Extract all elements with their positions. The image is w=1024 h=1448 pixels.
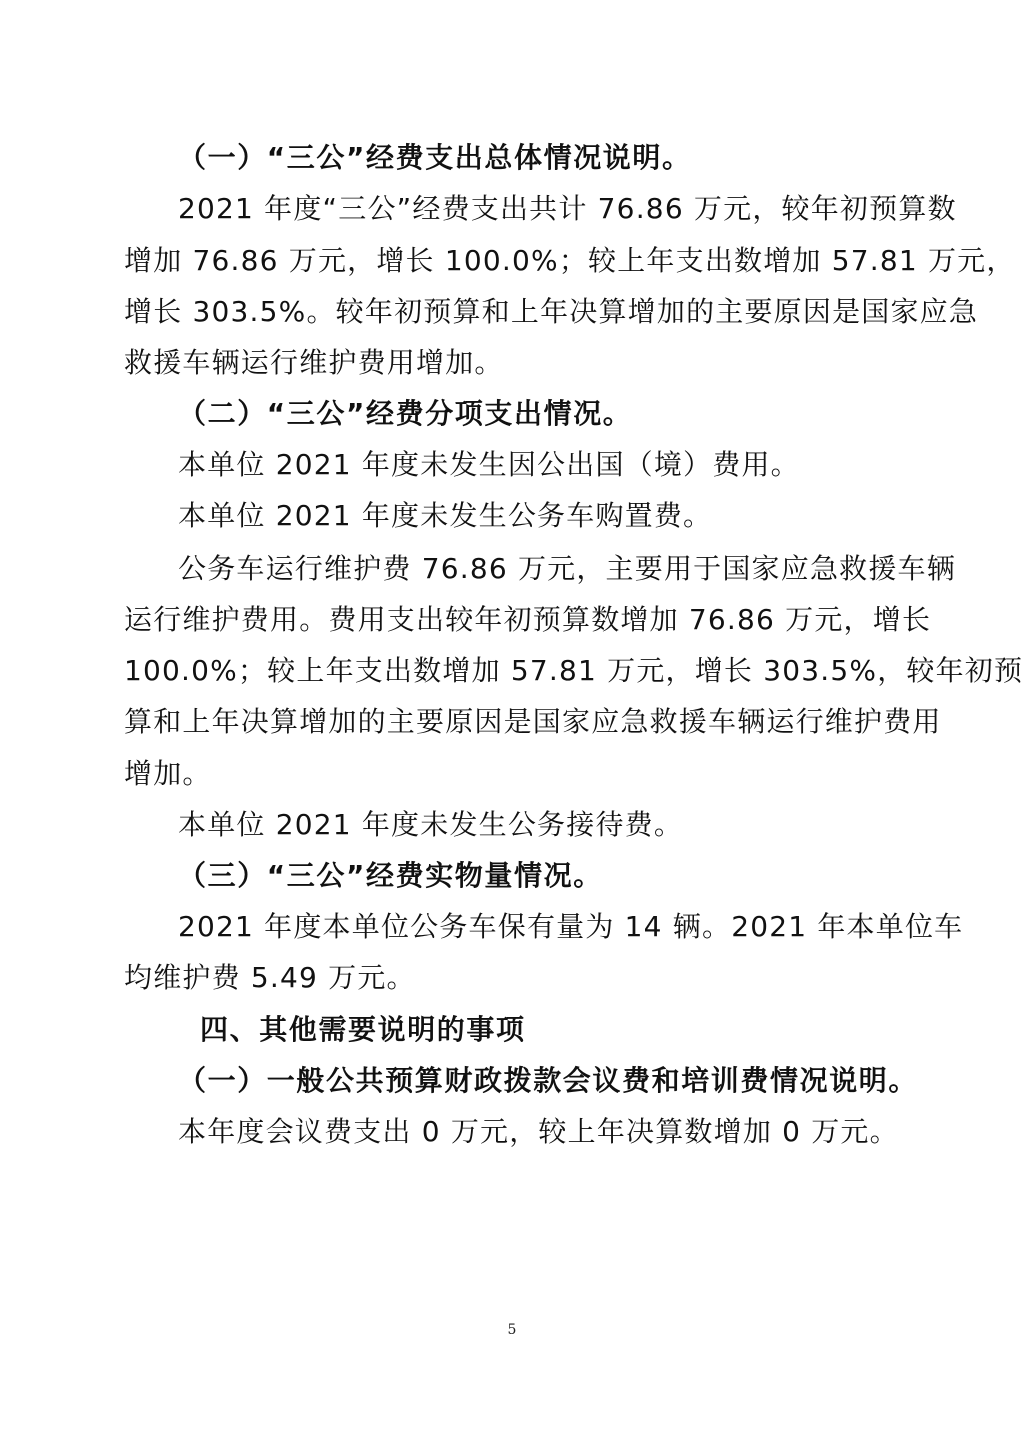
paragraph-meeting-fees: 本年度会议费支出 0 万元，较上年决算数增加 0 万元。 bbox=[178, 1115, 899, 1148]
paragraph-vehicle-purchase: 本单位 2021 年度未发生公务车购置费。 bbox=[178, 499, 713, 532]
paragraph-overall-line-2: 增加 76.86 万元，增长 100.0%；较上年支出数增加 57.81 万元， bbox=[124, 244, 1016, 277]
heading-overall-expenditure: （一）“三公”经费支出总体情况说明。 bbox=[178, 141, 692, 174]
paragraph-overall-line-4: 救援车辆运行维护费用增加。 bbox=[124, 346, 504, 379]
page-number: 5 bbox=[507, 1322, 517, 1338]
section-title-other-matters: 四、其他需要说明的事项 bbox=[200, 1013, 526, 1046]
paragraph-overall-line-1: 2021 年度“三公”经费支出共计 76.86 万元，较年初预算数 bbox=[178, 192, 957, 225]
paragraph-vehicle-count-line-1: 2021 年度本单位公务车保有量为 14 辆。2021 年本单位车 bbox=[178, 910, 964, 943]
paragraph-vehicle-maintenance-line-2: 运行维护费用。费用支出较年初预算数增加 76.86 万元，增长 bbox=[124, 603, 932, 636]
paragraph-overseas-travel: 本单位 2021 年度未发生因公出国（境）费用。 bbox=[178, 448, 800, 481]
heading-itemized-expenditure: （二）“三公”经费分项支出情况。 bbox=[178, 397, 633, 430]
paragraph-vehicle-maintenance-line-1: 公务车运行维护费 76.86 万元，主要用于国家应急救援车辆 bbox=[178, 552, 956, 585]
paragraph-vehicle-maintenance-line-3: 100.0%；较上年支出数增加 57.81 万元，增长 303.5%，较年初预 bbox=[124, 654, 1024, 687]
heading-meeting-training-fees: （一）一般公共预算财政拨款会议费和培训费情况说明。 bbox=[178, 1064, 919, 1097]
paragraph-reception-expense: 本单位 2021 年度未发生公务接待费。 bbox=[178, 808, 684, 841]
paragraph-vehicle-maintenance-line-5: 增加。 bbox=[124, 757, 212, 790]
paragraph-vehicle-maintenance-line-4: 算和上年决算增加的主要原因是国家应急救援车辆运行维护费用 bbox=[124, 705, 942, 738]
paragraph-vehicle-count-line-2: 均维护费 5.49 万元。 bbox=[124, 961, 416, 994]
paragraph-overall-line-3: 增长 303.5%。较年初预算和上年决算增加的主要原因是国家应急 bbox=[124, 295, 979, 328]
heading-physical-quantity: （三）“三公”经费实物量情况。 bbox=[178, 859, 603, 892]
